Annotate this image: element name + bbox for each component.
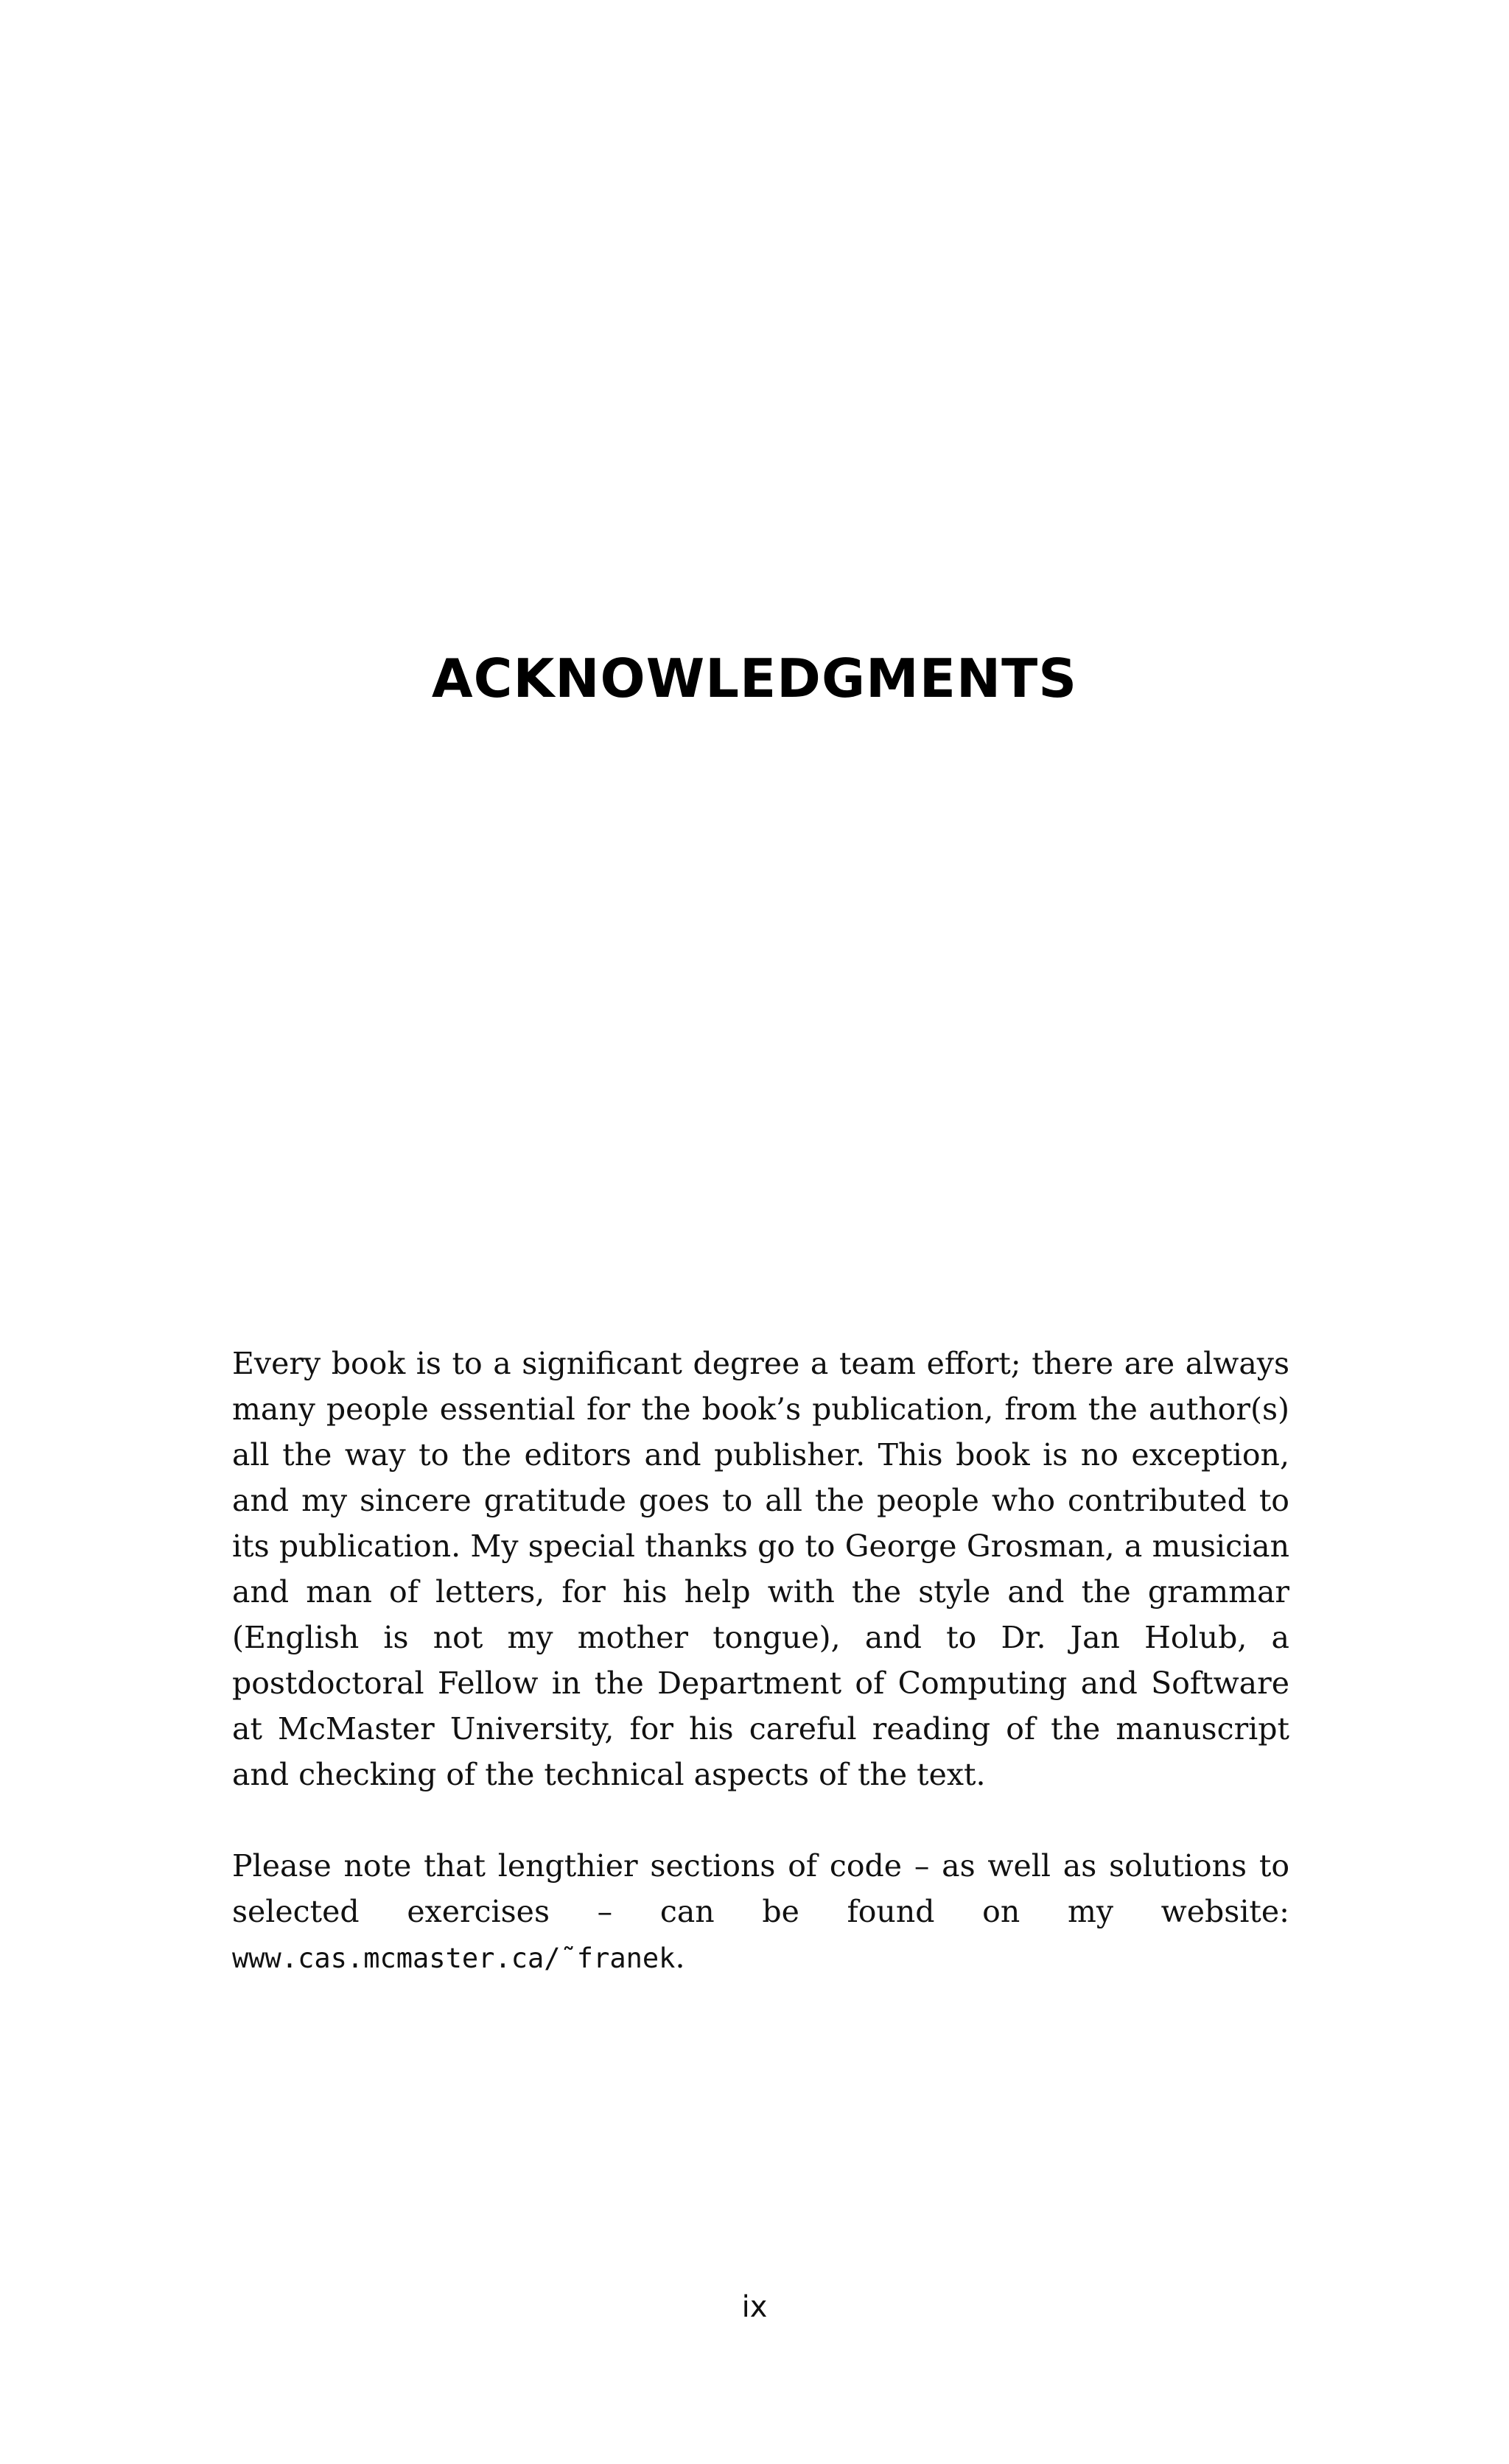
paragraph-website-end: . [675,1940,685,1975]
paragraph-website [232,1843,1289,1982]
acknowledgments-body [232,1341,1289,1982]
paragraph-website-text: Please note that lengthier sections of code – as well as solutions to selected exercises – can be found on my website: [232,1848,1289,1929]
page-title: ACKNOWLEDGMENTS [431,647,1078,709]
page-number: ix [741,2290,768,2324]
paragraph-thanks: Every book is to a significant degree a team effort; there are always many people essential for the book’s publication, from the author(s) all the way to the editors and publisher. This book is no exception, and my sincere gratitude goes to all the people who contributed to its publication. My special thanks go to George Grosman, a musician and man of letters, for his help with the style and the grammar (English is not my mother tongue), and to Dr. Jan Holub, a postdoctoral Fellow in the Department of Computing and Software at McMaster University, for his careful reading of the manuscript and checking of the technical aspects of the text. [232,1346,1289,1792]
website-url: www.cas.mcmaster.ca/˜franek [232,1942,676,1974]
